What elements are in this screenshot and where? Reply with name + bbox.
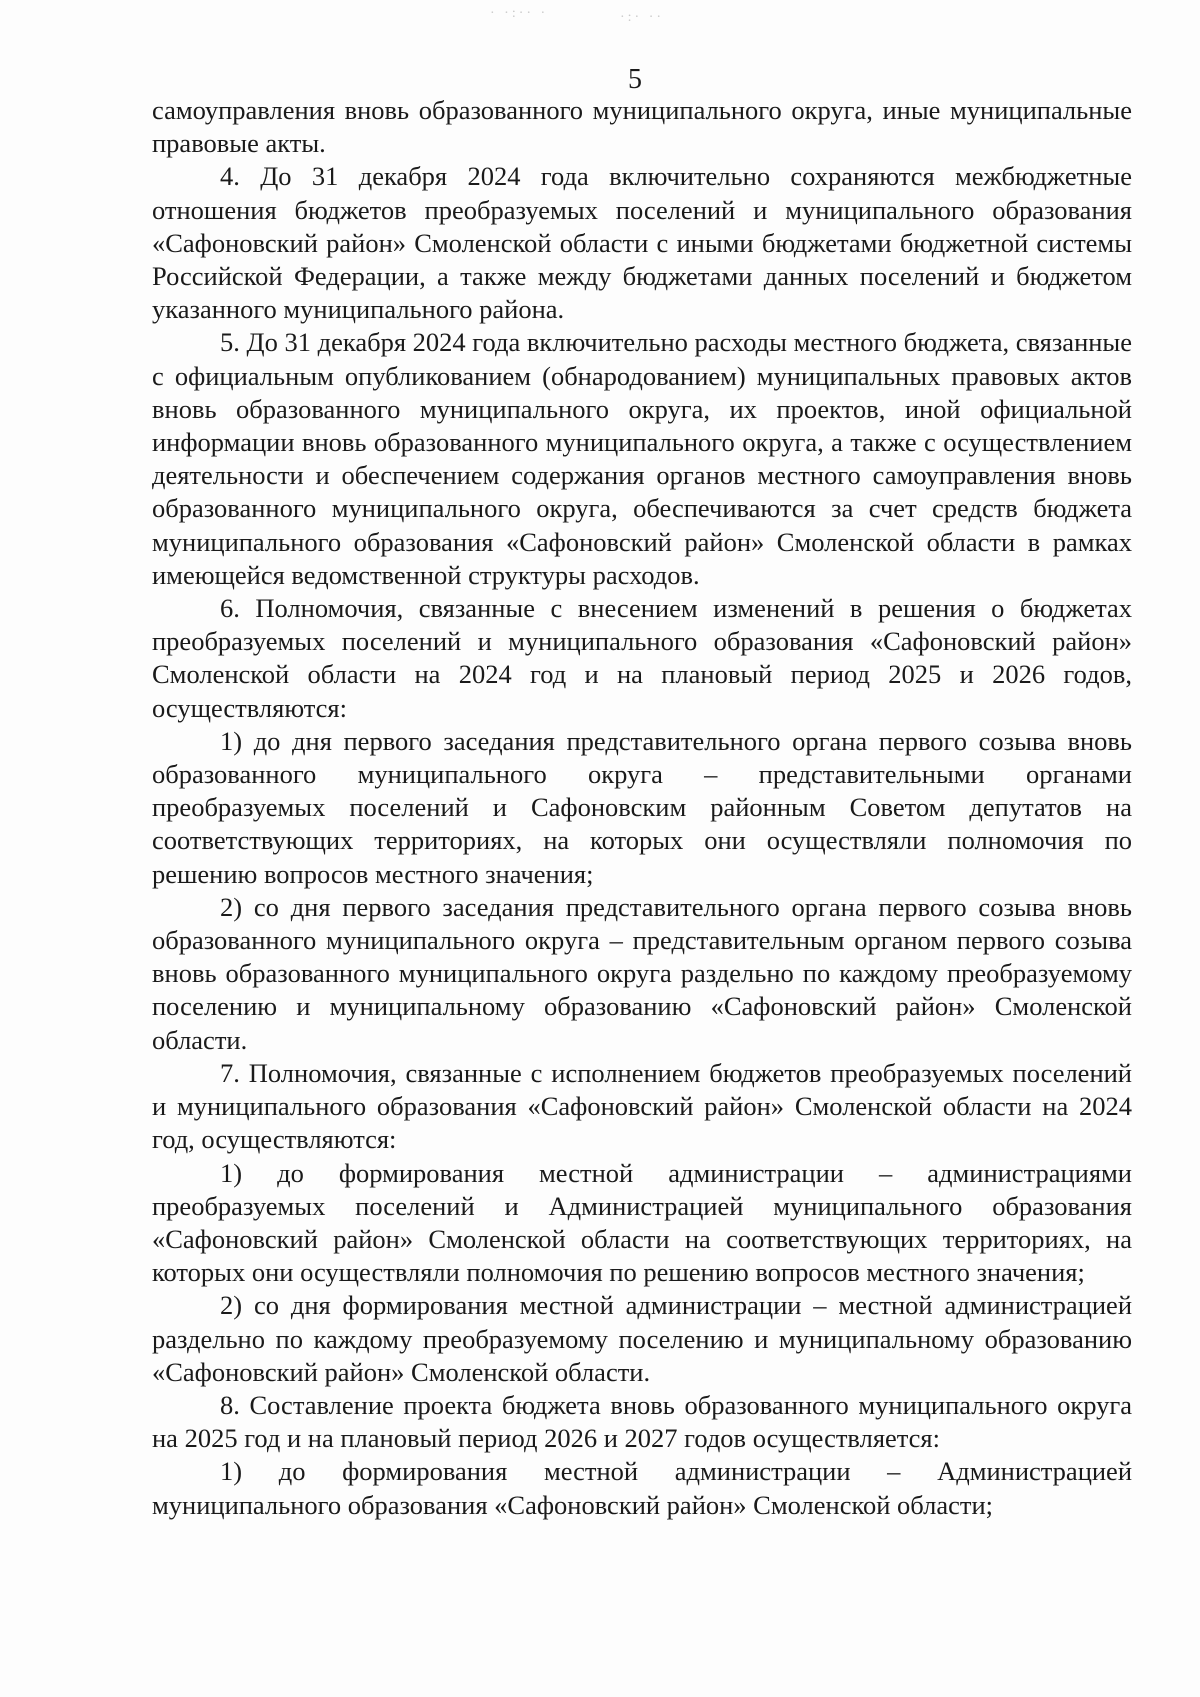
paragraph-8: 8. Составление проекта бюджета вновь образованного муниципального округа на 2025 год и на плановый период 2026 и 2027 годов осуществляется: xyxy=(152,1389,1132,1454)
scan-noise: ·:· ·· xyxy=(620,10,665,25)
page-number: 5 xyxy=(628,64,642,95)
paragraph-8-item-1: 1) до формирования местной администрации – Администрацией муниципального образования «Сафоновский район» Смоленской области; xyxy=(152,1456,1132,1520)
paragraph-continuation: самоуправления вновь образованного муниципального округа, иные муниципальные правовые акты. xyxy=(152,95,1132,159)
paragraph-7-item-1: 1) до формирования местной администрации – администрациями преобразуемых поселений и Администрацией муниципального образования «Сафоновский район» Смоленской области на соответствующих территориях, на которых они осуществляли полномочия по решению вопросов местного значения; xyxy=(152,1157,1132,1288)
scan-noise: · ·:·· · xyxy=(490,6,549,21)
paragraph-5: 5. До 31 декабря 2024 года включительно расходы местного бюджета, связанные с официальным опубликованием (обнародованием) муниципальных правовых актов вновь образованного муниципального округа, их проектов, иной официальной информации вновь образованного муниципального округа, а также с осуществлением деятельности и обеспечением содержания органов местного самоуправления вновь образованного муниципального округа, обеспечиваются за счет средств бюджета муниципального образования «Сафоновский район» Смоленской области в рамках имеющейся ведомственной структуры расходов. xyxy=(152,327,1132,590)
paragraph-6-item-1: 1) до дня первого заседания представительного органа первого созыва вновь образованного муниципального округа – представительными органами преобразуемых поселений и Сафоновским районным Советом депутатов на соответствующих территориях, на которых они осуществляли полномочия по решению вопросов местного значения; xyxy=(152,725,1132,889)
paragraph-6-item-2: 2) со дня первого заседания представительного органа первого созыва вновь образованного муниципального округа – представительным органом первого созыва вновь образованного муниципального округа раздельно по каждому преобразуемому поселению и муниципальному образованию «Сафоновский район» Смоленской области. xyxy=(152,891,1132,1055)
paragraph-4: 4. До 31 декабря 2024 года включительно сохраняются межбюджетные отношения бюджетов преобразуемых поселений и муниципального образования «Сафоновский район» Смоленской области с иными бюджетами бюджетной системы Российской Федерации, а также между бюджетами данных поселений и бюджетом указанного муниципального района. xyxy=(152,161,1132,325)
paragraph-6: 6. Полномочия, связанные с внесением изменений в решения о бюджетах преобразуемых поселений и муниципального образования «Сафоновский район» Смоленской области на 2024 год и на плановый период 2025 и 2026 годов, осуществляются: xyxy=(152,593,1132,723)
document-body xyxy=(152,94,1132,1522)
paragraph-7: 7. Полномочия, связанные с исполнением бюджетов преобразуемых поселений и муниципального образования «Сафоновский район» Смоленской области на 2024 год, осуществляются: xyxy=(152,1057,1132,1155)
paragraph-7-item-2: 2) со дня формирования местной администрации – местной администрацией раздельно по каждому преобразуемому поселению и муниципальному образованию «Сафоновский район» Смоленской области. xyxy=(152,1290,1132,1387)
